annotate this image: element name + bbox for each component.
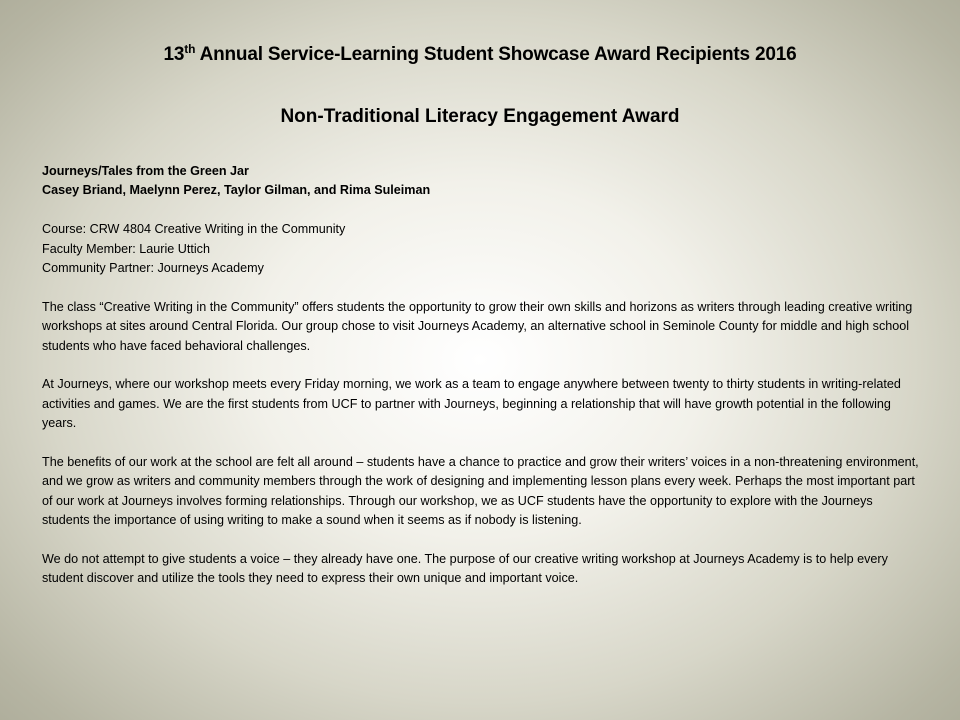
title-number: 13	[163, 44, 185, 65]
page-title	[0, 44, 960, 66]
document-body	[42, 162, 922, 608]
paragraph-1: The class “Creative Writing in the Community” offers students the opportunity to grow their own skills and horizons as writers through leading creative writing workshops at sites around Central Florida. Our group chose to visit Journeys Academy, an alternative school in Seminole County for middle and high school students who have faced behavioral challenges.	[42, 299, 913, 353]
title-ordinal-suffix: th	[184, 42, 196, 56]
student-names: Casey Briand, Maelynn Perez, Taylor Gilman, and Rima Suleiman	[42, 183, 431, 198]
paragraph-4: We do not attempt to give students a voice – they already have one. The purpose of our creative writing workshop at Journeys Academy is to help every student discover and utilize the tools they need to express their own unique and important voice.	[42, 552, 888, 586]
award-title: Non-Traditional Literacy Engagement Award	[280, 106, 680, 127]
paragraph-3: The benefits of our work at the school are felt all around – students have a chance to practice and grow their writers’ voices in a non-threatening environment, and we grow as writers and community members through the work of designing and implementing lesson plans every week. Perhaps the most important part of our work at Journeys involves forming relationships. Through our workshop, we as UCF students have the opportunity to explore with the Journeys students the importance of using writing to make a sound when it seems as if nobody is listening.	[42, 455, 919, 528]
course-details	[42, 220, 922, 278]
project-info	[42, 162, 922, 201]
faculty-line: Faculty Member: Laurie Uttich	[42, 241, 210, 256]
paragraph-2: At Journeys, where our workshop meets every Friday morning, we work as a team to engage anywhere between twenty to thirty students in writing-related activities and games. We are the first students from UCF to partner with Journeys, beginning a relationship that will have growth potential in the following years.	[42, 377, 901, 431]
project-name: Journeys/Tales from the Green Jar	[42, 164, 249, 178]
title-text: Annual Service-Learning Student Showcase Award Recipients 2016	[195, 44, 797, 65]
course-line: Course: CRW 4804 Creative Writing in the Community	[42, 222, 346, 237]
partner-line: Community Partner: Journeys Academy	[42, 261, 264, 276]
